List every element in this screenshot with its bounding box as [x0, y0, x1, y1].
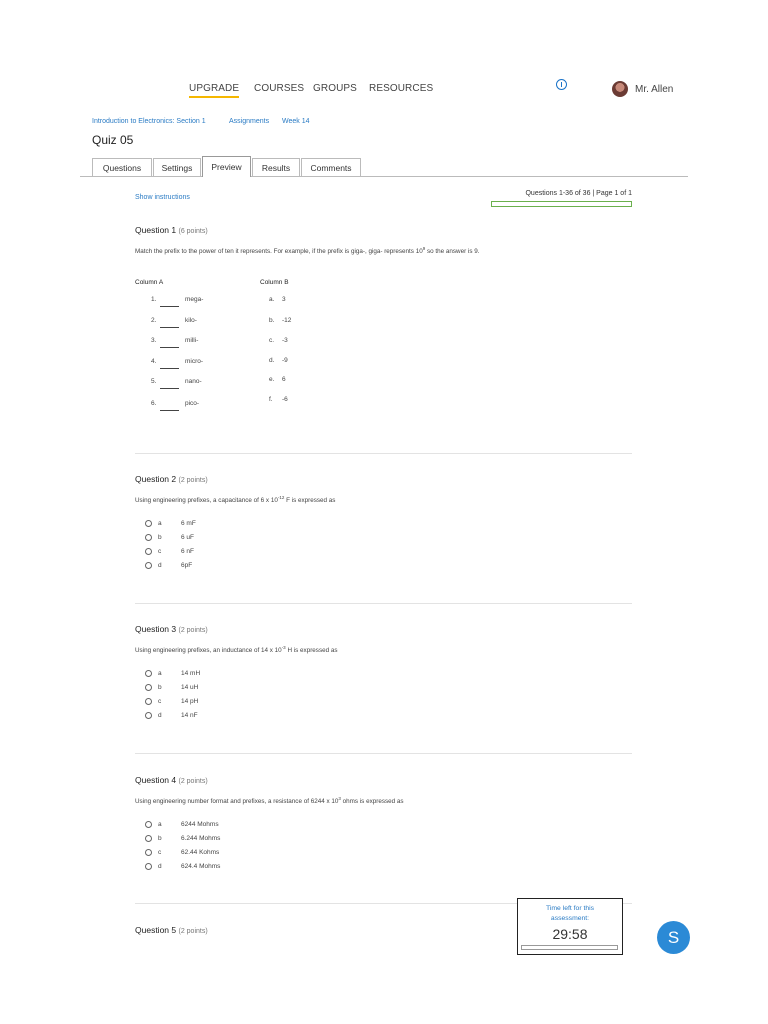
radio-option-b[interactable] — [145, 835, 152, 842]
column-a-header: Column A — [135, 279, 164, 286]
match-value: -6 — [282, 396, 288, 403]
option-letter: b — [158, 684, 162, 691]
match-term: kilo- — [185, 317, 197, 324]
option-letter: c — [158, 849, 162, 856]
timer-value: 29:58 — [552, 926, 588, 942]
radio-option-c[interactable] — [145, 849, 152, 856]
match-answer-blank[interactable] — [160, 347, 179, 348]
option-letter: b — [158, 835, 162, 842]
option-label[interactable]: 6 uF — [181, 534, 195, 541]
match-number: 6. — [151, 400, 157, 407]
option-label[interactable]: 6.244 Mohms — [181, 835, 221, 842]
tab-questions[interactable]: Questions — [92, 158, 152, 176]
breadcrumb-week[interactable]: Week 14 — [282, 118, 310, 125]
question-4-title: Question 4 (2 points) — [135, 775, 208, 785]
radio-option-a[interactable] — [145, 821, 152, 828]
match-letter: e. — [269, 376, 275, 383]
radio-option-c[interactable] — [145, 698, 152, 705]
match-term: pico- — [185, 400, 200, 407]
alert-icon[interactable] — [556, 79, 567, 90]
match-value: 3 — [282, 296, 286, 303]
option-letter: a — [158, 670, 162, 677]
option-letter: b — [158, 534, 162, 541]
match-number: 1. — [151, 296, 157, 303]
radio-option-d[interactable] — [145, 863, 152, 870]
tab-bar-line — [80, 176, 688, 177]
match-number: 4. — [151, 358, 157, 365]
radio-option-c[interactable] — [145, 548, 152, 555]
option-label[interactable]: 6244 Mohms — [181, 821, 219, 828]
page-progress-bar — [491, 201, 632, 207]
match-answer-blank[interactable] — [160, 327, 179, 328]
match-number: 2. — [151, 317, 157, 324]
match-value: -3 — [282, 337, 288, 344]
avatar[interactable] — [612, 81, 628, 97]
tab-preview[interactable]: Preview — [202, 156, 251, 177]
radio-option-d[interactable] — [145, 712, 152, 719]
question-2-text: Using engineering prefixes, a capacitance of 6 x $10^{-12}$ F is expressed as — [135, 495, 336, 505]
option-label[interactable]: 6 nF — [181, 548, 195, 555]
question-3-title: Question 3 (2 points) — [135, 624, 208, 634]
radio-option-a[interactable] — [145, 520, 152, 527]
match-term: nano- — [185, 378, 202, 385]
option-label[interactable]: 14 mH — [181, 670, 201, 677]
match-answer-blank[interactable] — [160, 306, 179, 307]
option-letter: c — [158, 548, 162, 555]
radio-option-d[interactable] — [145, 562, 152, 569]
match-letter: b. — [269, 317, 275, 324]
match-letter: f. — [269, 396, 273, 403]
breadcrumb-assignments[interactable]: Assignments — [229, 118, 270, 125]
timer-label: Time left for this assessment: — [545, 905, 595, 922]
match-number: 5. — [151, 378, 157, 385]
match-value: 6 — [282, 376, 286, 383]
question-5-title: Question 5 (2 points) — [135, 925, 208, 935]
question-2-title: Question 2 (2 points) — [135, 474, 208, 484]
question-3-text: Using engineering prefixes, an inductance of 14 x $10^{-3}$ H is expressed as — [135, 645, 338, 655]
option-label[interactable]: 14 pH — [181, 698, 199, 705]
show-instructions-link[interactable]: Show instructions — [135, 194, 190, 201]
user-name[interactable]: Mr. Allen — [635, 84, 674, 95]
match-term: micro- — [185, 358, 204, 365]
option-letter: a — [158, 520, 162, 527]
option-letter: d — [158, 712, 162, 719]
match-letter: c. — [269, 337, 275, 344]
question-4-text: Using engineering number format and prefixes, a resistance of 6244 x $10^3$ ohms is expressed as — [135, 796, 404, 806]
column-b-header: Column B — [260, 279, 289, 286]
tab-settings[interactable]: Settings — [153, 158, 201, 176]
option-letter: c — [158, 698, 162, 705]
assessment-timer — [517, 898, 623, 955]
breadcrumb-course[interactable]: Introduction to Electronics: Section 1 — [92, 118, 206, 125]
option-label[interactable]: 624.4 Mohms — [181, 863, 221, 870]
match-answer-blank[interactable] — [160, 368, 179, 369]
match-number: 3. — [151, 337, 157, 344]
question-divider — [135, 753, 632, 754]
match-value: -12 — [282, 317, 292, 324]
option-label[interactable]: 6pF — [181, 562, 193, 569]
question-1-title: Question 1 (6 points) — [135, 225, 208, 235]
option-label[interactable]: 6 mF — [181, 520, 196, 527]
nav-upgrade[interactable]: UPGRADE — [189, 83, 239, 98]
question-divider — [135, 603, 632, 604]
nav-courses[interactable]: COURSES — [254, 83, 305, 94]
match-letter: d. — [269, 357, 275, 364]
chat-button[interactable]: S — [657, 921, 690, 954]
timer-progress-bar — [521, 945, 618, 950]
radio-option-b[interactable] — [145, 534, 152, 541]
option-label[interactable]: 14 uH — [181, 684, 199, 691]
question-divider — [135, 453, 632, 454]
match-term: milli- — [185, 337, 199, 344]
question-count: Questions 1-36 of 36 | Page 1 of 1 — [525, 190, 632, 197]
page-title: Quiz 05 — [92, 133, 134, 147]
radio-option-a[interactable] — [145, 670, 152, 677]
option-label[interactable]: 62.44 Kohms — [181, 849, 220, 856]
nav-groups[interactable]: GROUPS — [313, 83, 357, 94]
radio-option-b[interactable] — [145, 684, 152, 691]
question-1-text: Match the prefix to the power of ten it represents. For example, if the prefix is giga-, giga- represents $10^9$ so the answer is 9. — [135, 246, 480, 256]
option-label[interactable]: 14 nF — [181, 712, 198, 719]
option-letter: a — [158, 821, 162, 828]
match-answer-blank[interactable] — [160, 410, 179, 411]
nav-resources[interactable]: RESOURCES — [369, 83, 434, 94]
tab-results[interactable]: Results — [252, 158, 300, 176]
option-letter: d — [158, 562, 162, 569]
match-answer-blank[interactable] — [160, 388, 179, 389]
match-value: -9 — [282, 357, 288, 364]
match-letter: a. — [269, 296, 275, 303]
option-letter: d — [158, 863, 162, 870]
match-term: mega- — [185, 296, 204, 303]
tab-comments[interactable]: Comments — [301, 158, 361, 176]
